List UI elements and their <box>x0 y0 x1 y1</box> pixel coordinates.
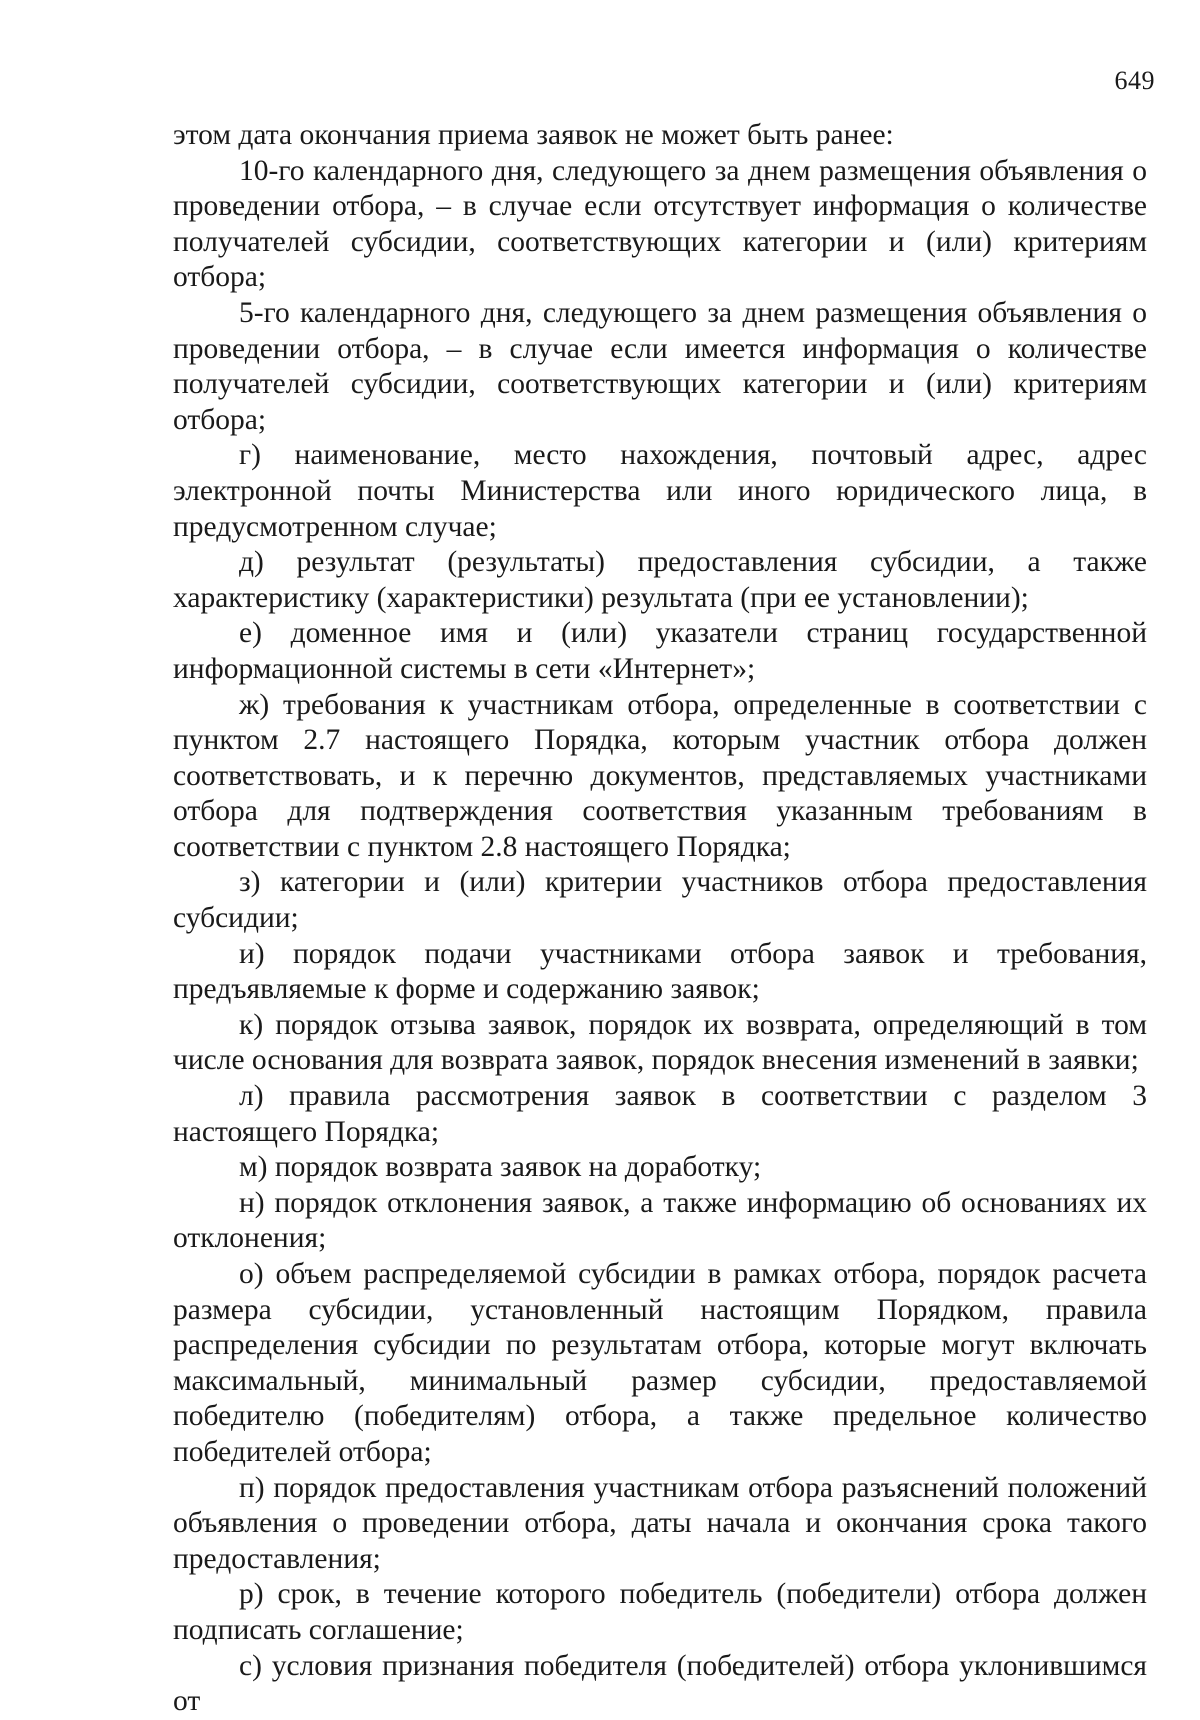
document-body <box>173 118 1147 1720</box>
paragraph-item-z: з) категории и (или) критерии участников отбора предоставления субсидии; <box>173 866 1147 935</box>
paragraph-item-s: с) условия признания победителя (победителей) отбора уклонившимся от <box>173 1649 1147 1718</box>
paragraph-10th-day: 10-го календарного дня, следующего за днем размещения объявления о проведении отбора, – в случае если отсутствует информация о количестве получателей субсидии, соответствующих категории и (или) критериям отбора; <box>173 154 1147 294</box>
paragraph-item-g: г) наименование, место нахождения, почтовый адрес, адрес электронной почты Министерства или иного юридического лица, в предусмотренном случае; <box>173 439 1147 543</box>
paragraph-intro: этом дата окончания приема заявок не может быть ранее: <box>173 119 894 151</box>
paragraph-item-o: о) объем распределяемой субсидии в рамках отбора, порядок расчета размера субсидии, установленный настоящим Порядком, правила распределения субсидии по результатам отбора, которые могут включать максимальный, минимальный размер субсидии, предоставляемой победителю (победителям) отбора, а также предельное количество победителей отбора; <box>173 1258 1147 1468</box>
page-number: 649 <box>1114 66 1155 95</box>
paragraph-item-k: к) порядок отзыва заявок, порядок их возврата, определяющий в том числе основания для возврата заявок, порядок внесения изменений в заявки; <box>173 1008 1147 1077</box>
paragraph-5th-day: 5-го календарного дня, следующего за днем размещения объявления о проведении отбора, – в случае если имеется информация о количестве получателей субсидии, соответствующих категории и (или) критериям отбора; <box>173 296 1147 436</box>
paragraph-item-zh: ж) требования к участникам отбора, определенные в соответствии с пунктом 2.7 настоящего Порядка, которым участник отбора должен соответствовать, и к перечню документов, представляемых участниками отбора для подтверждения соответствия указанным требованиям в соответствии с пунктом 2.8 настоящего Порядка; <box>173 688 1147 863</box>
paragraph-item-i: и) порядок подачи участниками отбора заявок и требования, предъявляемые к форме и содержанию заявок; <box>173 937 1147 1006</box>
paragraph-item-l: л) правила рассмотрения заявок в соответствии с разделом 3 настоящего Порядка; <box>173 1080 1147 1148</box>
paragraph-item-n: н) порядок отклонения заявок, а также информацию об основаниях их отклонения; <box>173 1186 1147 1255</box>
paragraph-item-m: м) порядок возврата заявок на доработку; <box>239 1151 762 1184</box>
paragraph-item-p: п) порядок предоставления участникам отбора разъяснений положений объявления о проведении отбора, даты начала и окончания срока такого предоставления; <box>173 1471 1147 1575</box>
paragraph-item-e: е) доменное имя и (или) указатели страниц государственной информационной системы в сети «Интернет»; <box>173 617 1147 685</box>
paragraph-item-d: д) результат (результаты) предоставления субсидии, а также характеристику (характеристики) результата (при ее установлении); <box>173 546 1147 614</box>
paragraph-item-r: р) срок, в течение которого победитель (победители) отбора должен подписать соглашение; <box>173 1578 1147 1646</box>
